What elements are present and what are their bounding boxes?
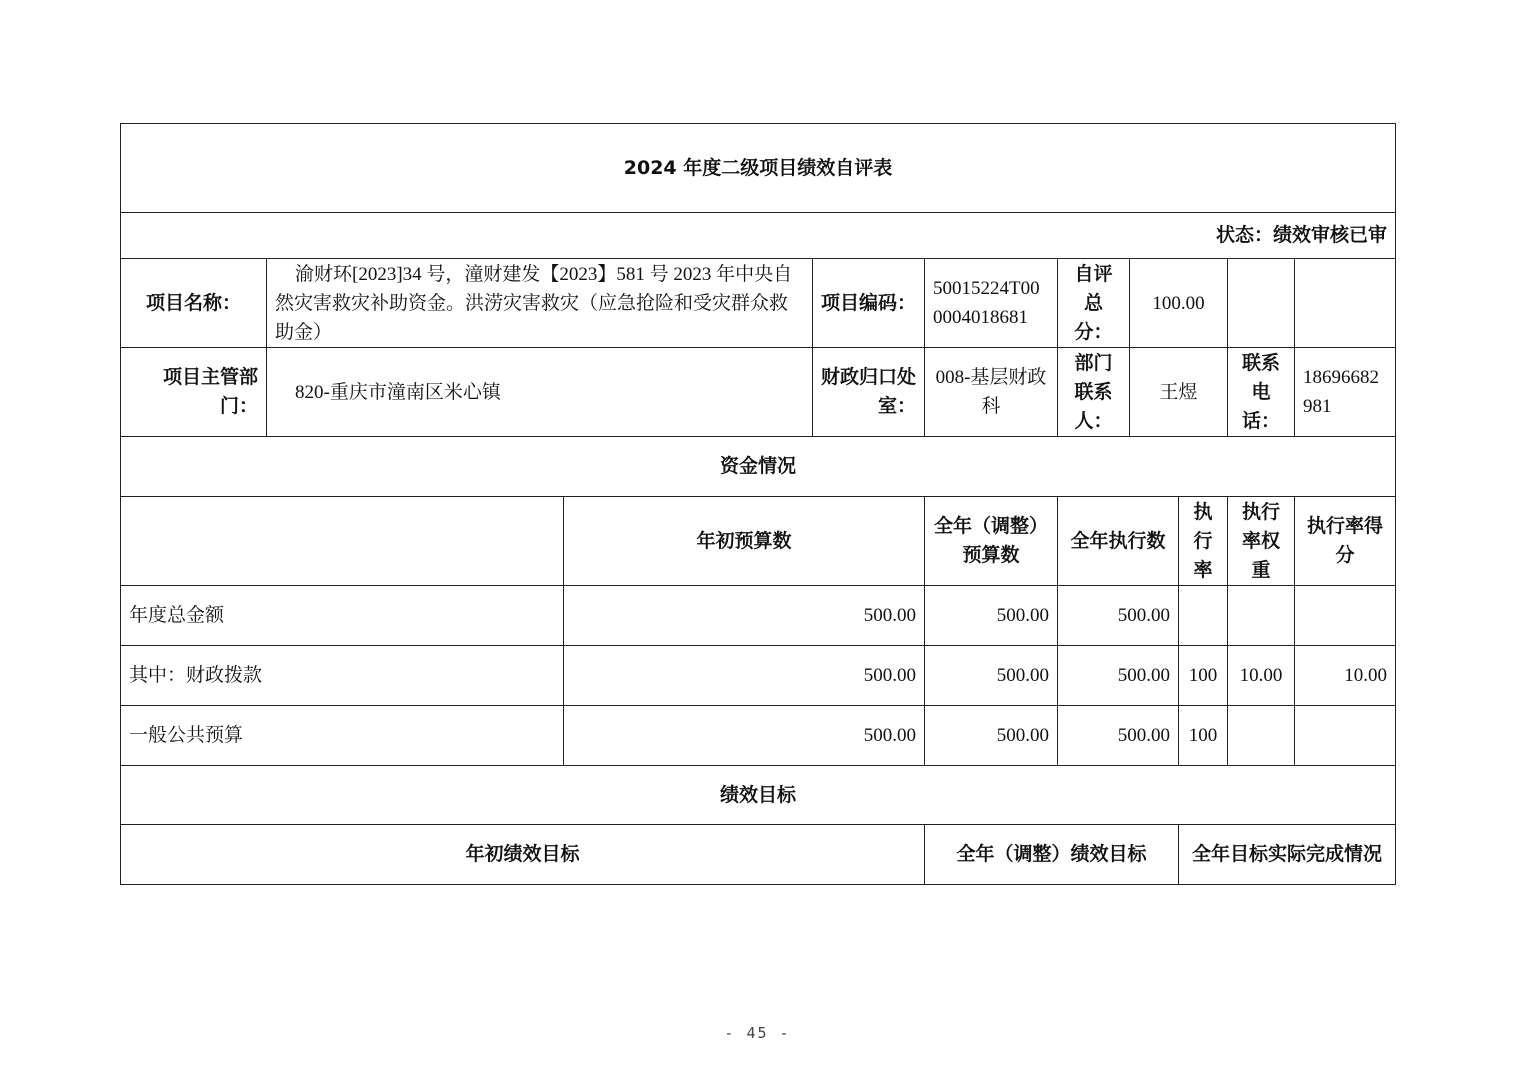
supervising-dept-label: 项目主管部门：	[121, 348, 267, 437]
funds-row-executed: 500.00	[1058, 646, 1179, 706]
status-badge: 状态：绩效审核已审	[121, 213, 1396, 259]
funds-row-score	[1295, 586, 1396, 646]
project-name-value: 渝财环[2023]34 号，潼财建发【2023】581 号 2023 年中央自然灾害救灾补助资金。洪涝灾害救灾（应急抢险和受灾群众救助金）	[267, 259, 813, 348]
funds-row-executed: 500.00	[1058, 586, 1179, 646]
page-number: - 45 -	[724, 1024, 791, 1042]
funds-row-adjusted: 500.00	[925, 706, 1058, 766]
table-row	[121, 586, 1396, 646]
funds-header-rate: 执行率	[1179, 497, 1228, 586]
project-name-label: 项目名称：	[121, 259, 267, 348]
funds-header-executed: 全年执行数	[1058, 497, 1179, 586]
funds-header-initial: 年初预算数	[564, 497, 925, 586]
funds-row-label: 一般公共预算	[121, 706, 564, 766]
empty-cell	[1228, 259, 1295, 348]
phone-value: 18696682981	[1295, 348, 1396, 437]
funds-row-rate: 100	[1179, 706, 1228, 766]
funds-row-adjusted: 500.00	[925, 586, 1058, 646]
project-code-value: 50015224T000004018681	[925, 259, 1058, 348]
funds-row-initial: 500.00	[564, 586, 925, 646]
page-title: 2024 年度二级项目绩效自评表	[121, 124, 1396, 213]
dept-contact-label: 部门联系人：	[1058, 348, 1130, 437]
funds-header-blank	[121, 497, 564, 586]
empty-cell	[1295, 259, 1396, 348]
funds-row-score	[1295, 706, 1396, 766]
funds-row-initial: 500.00	[564, 646, 925, 706]
funds-row-initial: 500.00	[564, 706, 925, 766]
finance-office-value: 008-基层财政科	[925, 348, 1058, 437]
project-code-label: 项目编码：	[813, 259, 925, 348]
funds-row-weight	[1228, 706, 1295, 766]
table-row	[121, 646, 1396, 706]
funds-row-weight	[1228, 586, 1295, 646]
funds-row-executed: 500.00	[1058, 706, 1179, 766]
funds-header-weight: 执行率权重	[1228, 497, 1295, 586]
goals-section-title: 绩效目标	[121, 766, 1396, 825]
funds-row-weight: 10.00	[1228, 646, 1295, 706]
phone-label: 联系电话：	[1228, 348, 1295, 437]
finance-office-label: 财政归口处室：	[813, 348, 925, 437]
funds-row-rate	[1179, 586, 1228, 646]
funds-section-title: 资金情况	[121, 437, 1396, 497]
dept-contact-value: 王煜	[1130, 348, 1228, 437]
funds-row-score: 10.00	[1295, 646, 1396, 706]
goals-header-initial: 年初绩效目标	[121, 825, 925, 885]
funds-header-score: 执行率得分	[1295, 497, 1396, 586]
supervising-dept-value: 820-重庆市潼南区米心镇	[267, 348, 813, 437]
self-score-value: 100.00	[1130, 259, 1228, 348]
self-score-label: 自评总分：	[1058, 259, 1130, 348]
table-row	[121, 706, 1396, 766]
goals-header-adjusted: 全年（调整）绩效目标	[925, 825, 1179, 885]
funds-header-adjusted: 全年（调整）预算数	[925, 497, 1058, 586]
funds-row-label: 年度总金额	[121, 586, 564, 646]
funds-row-rate: 100	[1179, 646, 1228, 706]
funds-row-label: 其中：财政拨款	[121, 646, 564, 706]
goals-header-actual: 全年目标实际完成情况	[1179, 825, 1396, 885]
funds-row-adjusted: 500.00	[925, 646, 1058, 706]
performance-evaluation-table	[120, 123, 1396, 885]
